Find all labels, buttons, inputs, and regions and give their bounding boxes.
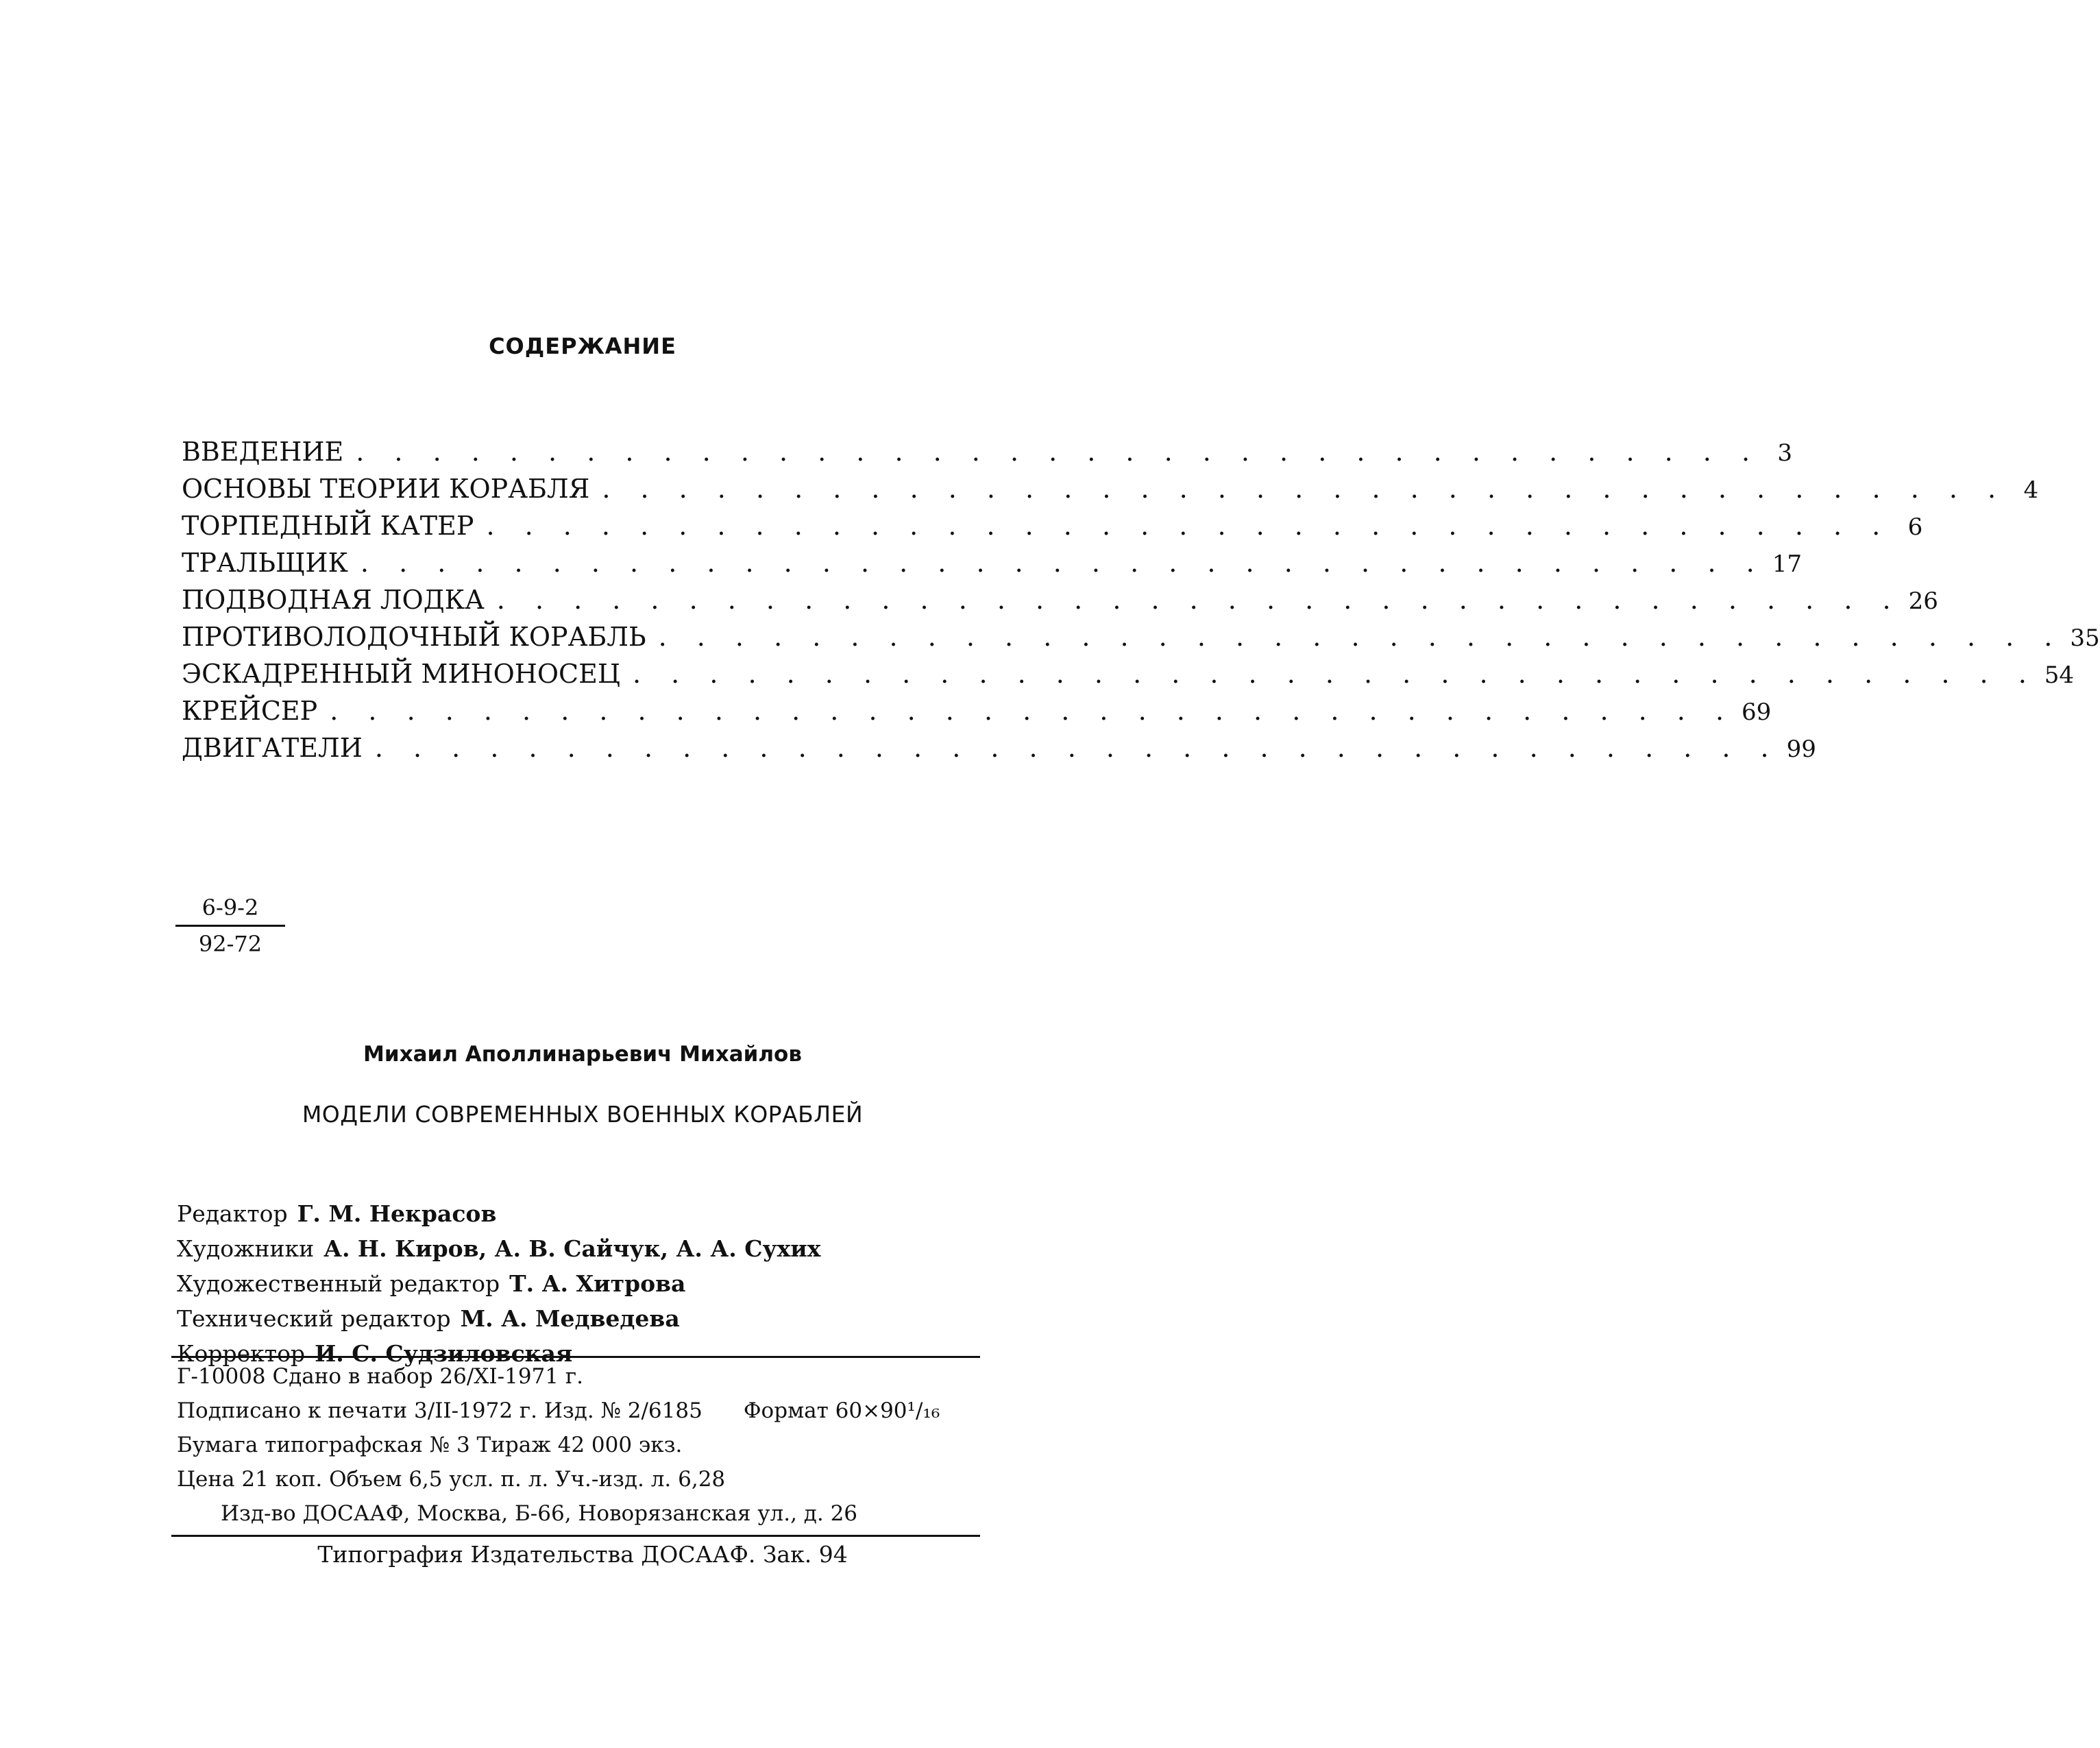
credit-row	[177, 1231, 820, 1266]
credit-role: Технический редактор	[177, 1305, 451, 1332]
toc-entry-page: 99	[1786, 736, 1816, 763]
toc-entry[interactable]	[182, 581, 1938, 618]
credit-role: Корректор	[177, 1340, 306, 1367]
toc-entry-page: 69	[1742, 699, 1772, 726]
toc-leader-dots: . . . . . . . . . . . . . . . . . . . . . . . . . . . . . . . . . . . . .	[658, 622, 2064, 652]
toc-entry-page: 4	[2023, 476, 2039, 504]
imprint-format: Формат 60×90¹/₁₆	[743, 1398, 940, 1423]
imprint-line: Цена 21 коп. Объем 6,5 усл. п. л. Уч.-изд. л. 6,28	[177, 1467, 726, 1492]
credit-names: Т. А. Хитрова	[509, 1270, 686, 1297]
toc-entry[interactable]	[182, 655, 2075, 692]
toc-leader-dots: . . . . . . . . . . . . . . . . . . . . . . . . . . . . . . . . . . . . .	[633, 659, 2038, 689]
toc-entry-title: ВВЕДЕНИЕ	[182, 437, 344, 467]
toc-entry-page: 17	[1772, 550, 1802, 578]
credit-row	[177, 1301, 820, 1336]
imprint-signed: Подписано к печати 3/II-1972 г. Изд. № 2/6185	[177, 1398, 703, 1423]
credit-role: Художники	[177, 1235, 315, 1262]
credit-row	[177, 1196, 820, 1231]
toc-entry-page: 26	[1908, 587, 1938, 615]
toc-entry[interactable]	[182, 433, 1793, 470]
index-code-denominator: 92-72	[198, 931, 262, 957]
credit-names: Г. М. Некрасов	[297, 1200, 497, 1227]
toc-leader-dots: . . . . . . . . . . . . . . . . . . . . . . . . . . . . . . . . . . . . .	[374, 733, 1780, 763]
imprint-line: Бумага типографская № 3 Тираж 42 000 экз.	[177, 1433, 683, 1457]
imprint-line: Изд-во ДОСААФ, Москва, Б-66, Новорязанская ул., д. 26	[221, 1501, 858, 1526]
book-title: МОДЕЛИ СОВРЕМЕННЫХ ВОЕННЫХ КОРАБЛЕЙ	[302, 1101, 864, 1128]
index-code-numerator: 6-9-2	[175, 895, 285, 927]
toc-entry[interactable]	[182, 618, 2100, 655]
table-of-contents	[182, 433, 2100, 766]
imprint-line	[177, 1394, 986, 1428]
toc-entry-title: КРЕЙСЕР	[182, 696, 318, 726]
toc-heading: СОДЕРЖАНИЕ	[489, 333, 676, 359]
imprint-top-rule	[171, 1356, 980, 1358]
toc-entry[interactable]	[182, 692, 1772, 729]
credit-names: М. А. Медведева	[460, 1305, 680, 1332]
toc-entry-title: ТОРПЕДНЫЙ КАТЕР	[182, 511, 474, 541]
credit-names: И. С. Судзиловская	[315, 1340, 573, 1367]
credit-role: Художественный редактор	[177, 1270, 500, 1297]
printer-line: Типография Издательства ДОСААФ. Зак. 94	[317, 1541, 848, 1568]
toc-entry-page: 54	[2044, 661, 2075, 689]
toc-leader-dots: . . . . . . . . . . . . . . . . . . . . . . . . . . . . . . . . . . . . .	[486, 511, 1892, 541]
toc-leader-dots: . . . . . . . . . . . . . . . . . . . . . . . . . . . . . . . . . . . . .	[496, 585, 1902, 615]
toc-entry-title: ОСНОВЫ ТЕОРИИ КОРАБЛЯ	[182, 474, 590, 504]
toc-leader-dots: . . . . . . . . . . . . . . . . . . . . . . . . . . . . . . . . . . . . .	[360, 548, 1766, 578]
toc-entry[interactable]	[182, 507, 1923, 544]
credit-names: А. Н. Киров, А. В. Сайчук, А. А. Сухих	[323, 1235, 821, 1262]
toc-entry-title: ЭСКАДРЕННЫЙ МИНОНОСЕЦ	[182, 659, 621, 689]
credits-list	[177, 1196, 820, 1371]
toc-entry-page: 35	[2070, 624, 2100, 652]
toc-entry-title: ПОДВОДНАЯ ЛОДКА	[182, 585, 485, 615]
toc-leader-dots: . . . . . . . . . . . . . . . . . . . . . . . . . . . . . . . . . . . . .	[330, 696, 1735, 726]
credit-row	[177, 1266, 820, 1301]
toc-entry-title: ПРОТИВОЛОДОЧНЫЙ КОРАБЛЬ	[182, 622, 646, 652]
toc-entry-page: 6	[1907, 513, 1923, 541]
toc-entry[interactable]	[182, 729, 1816, 766]
imprint-line: Г-10008 Сдано в набор 26/XI-1971 г.	[177, 1364, 583, 1389]
toc-entry[interactable]	[182, 470, 2039, 507]
toc-entry-title: ТРАЛЬЩИК	[182, 548, 348, 578]
imprint-bottom-rule	[171, 1535, 980, 1537]
toc-leader-dots: . . . . . . . . . . . . . . . . . . . . . . . . . . . . . . . . . . . . .	[602, 474, 2007, 504]
author-name: Михаил Аполлинарьевич Михайлов	[363, 1042, 802, 1067]
toc-entry-title: ДВИГАТЕЛИ	[182, 733, 363, 763]
toc-entry-page: 3	[1777, 439, 1793, 467]
imprint-block	[177, 1359, 986, 1531]
index-code	[175, 895, 285, 957]
credit-role: Редактор	[177, 1200, 288, 1227]
toc-leader-dots: . . . . . . . . . . . . . . . . . . . . . . . . . . . . . . . . . . . . .	[356, 437, 1761, 467]
toc-entry[interactable]	[182, 544, 1802, 581]
